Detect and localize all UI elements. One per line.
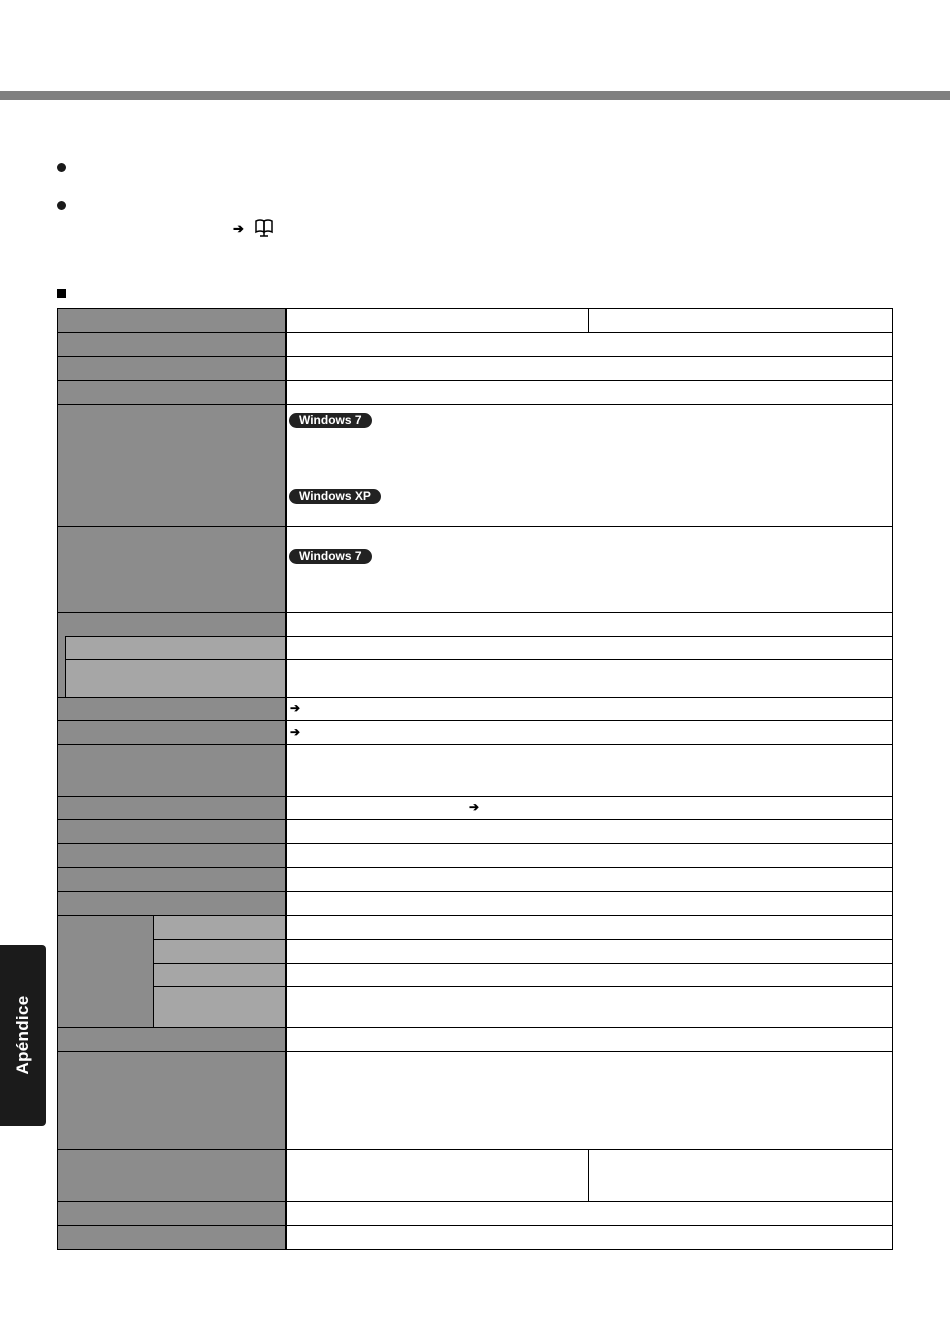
group-divider-1 <box>65 636 66 697</box>
reference-arrow: ➔ <box>469 800 480 814</box>
row-line <box>57 1225 893 1226</box>
sub-column-divider-2 <box>588 1149 589 1201</box>
column-divider <box>285 308 287 1250</box>
manual-book-icon[interactable] <box>253 218 275 238</box>
row-line <box>57 891 893 892</box>
reference-arrow: ➔ <box>290 725 301 739</box>
row-line <box>57 1201 893 1202</box>
windowsxp-badge: Windows XP <box>289 489 381 504</box>
table-outer-border <box>57 308 893 1250</box>
row-line <box>57 744 893 745</box>
row-line <box>57 843 893 844</box>
row-line <box>57 1027 893 1028</box>
row-line <box>57 915 893 916</box>
side-tab <box>0 945 46 1126</box>
windows7-badge: Windows 7 <box>289 413 372 428</box>
row-line <box>57 404 893 405</box>
row-line <box>57 332 893 333</box>
row-line <box>57 1051 893 1052</box>
section-marker <box>57 289 66 298</box>
row-line <box>154 939 893 940</box>
row-line <box>57 819 893 820</box>
row-line <box>57 612 893 613</box>
windows7-badge: Windows 7 <box>289 549 372 564</box>
sub-column-divider-1 <box>588 308 589 332</box>
side-tab-label: Apéndice <box>13 995 32 1075</box>
header-rule <box>0 91 950 100</box>
group-divider-2 <box>153 915 154 1027</box>
row-line <box>57 526 893 527</box>
row-line <box>154 986 893 987</box>
row-line <box>66 636 893 637</box>
bullet-2 <box>57 201 66 210</box>
bullet-1 <box>57 163 66 172</box>
reference-arrow: ➔ <box>290 701 301 715</box>
row-line <box>57 356 893 357</box>
row-line <box>57 720 893 721</box>
row-line <box>57 796 893 797</box>
row-line <box>154 963 893 964</box>
row-line <box>57 867 893 868</box>
row-line <box>57 697 893 698</box>
reference-arrow: ➔ <box>233 221 244 236</box>
row-line <box>66 659 893 660</box>
row-line <box>57 380 893 381</box>
row-line <box>57 1149 893 1150</box>
